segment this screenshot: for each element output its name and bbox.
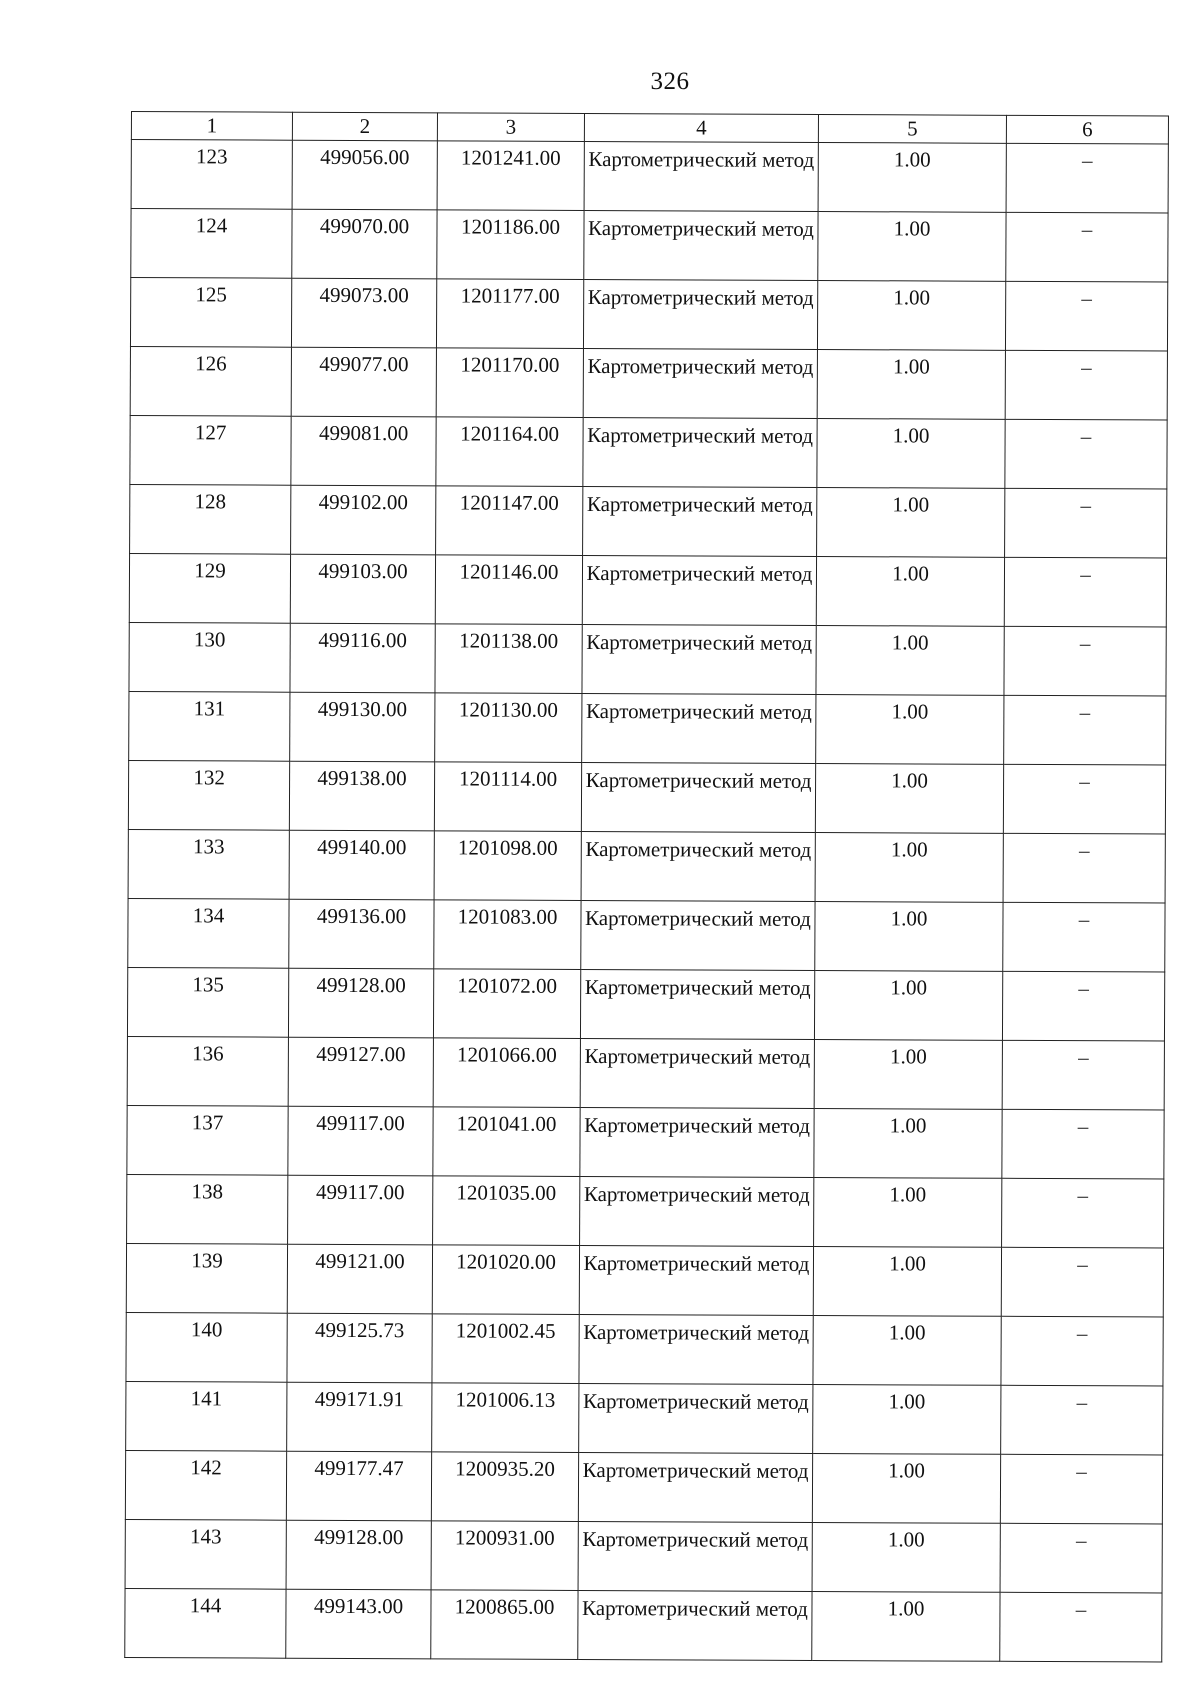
cell-y-coordinate: 1200935.20: [431, 1452, 578, 1522]
cell-point-number: 141: [126, 1381, 287, 1451]
cell-x-coordinate: 499138.00: [289, 761, 434, 831]
cell-note: –: [1005, 281, 1167, 351]
table-row: [128, 760, 1165, 834]
table-row: [130, 415, 1167, 489]
cell-point-number: 143: [125, 1519, 286, 1589]
table-row: [127, 1036, 1164, 1110]
cell-accuracy: 1.00: [817, 349, 1005, 419]
cell-note: –: [1005, 350, 1167, 420]
cell-method: Картометрический метод: [581, 900, 815, 970]
cell-point-number: 128: [130, 484, 291, 554]
cell-note: –: [1004, 695, 1166, 765]
cell-method: Картометрический метод: [584, 210, 818, 280]
cell-point-number: 132: [128, 760, 289, 830]
cell-note: –: [1000, 1454, 1162, 1524]
cell-y-coordinate: 1201083.00: [434, 900, 581, 970]
cell-accuracy: 1.00: [814, 1177, 1002, 1247]
cell-x-coordinate: 499177.47: [286, 1451, 431, 1521]
cell-method: Картометрический метод: [580, 1107, 814, 1177]
cell-y-coordinate: 1201186.00: [437, 210, 584, 280]
table-row: [128, 829, 1165, 903]
cell-note: –: [1004, 557, 1166, 627]
cell-y-coordinate: 1200931.00: [431, 1521, 578, 1591]
cell-x-coordinate: 499117.00: [288, 1106, 433, 1176]
cell-y-coordinate: 1201146.00: [435, 555, 582, 625]
cell-method: Картометрический метод: [580, 1038, 814, 1108]
cell-point-number: 135: [127, 967, 288, 1037]
cell-accuracy: 1.00: [814, 970, 1002, 1040]
cell-point-number: 129: [129, 553, 290, 623]
header-col-6: 6: [1006, 115, 1168, 144]
cell-method: Картометрический метод: [578, 1452, 812, 1522]
cell-note: –: [1002, 1040, 1164, 1110]
table-row: [125, 1588, 1162, 1662]
cell-x-coordinate: 499073.00: [291, 278, 436, 348]
page-number: 326: [650, 68, 690, 95]
table-row: [131, 209, 1168, 283]
cell-y-coordinate: 1201170.00: [436, 348, 583, 418]
cell-method: Картометрический метод: [578, 1590, 812, 1660]
header-col-1: 1: [131, 112, 292, 141]
cell-x-coordinate: 499130.00: [290, 692, 435, 762]
cell-method: Картометрический метод: [583, 417, 817, 487]
cell-method: Картометрический метод: [584, 141, 818, 211]
cell-accuracy: 1.00: [814, 1039, 1002, 1109]
cell-accuracy: 1.00: [816, 694, 1004, 764]
cell-y-coordinate: 1201002.45: [432, 1314, 579, 1384]
cell-y-coordinate: 1201164.00: [436, 417, 583, 487]
cell-y-coordinate: 1201041.00: [433, 1107, 580, 1177]
cell-accuracy: 1.00: [817, 280, 1005, 350]
cell-note: –: [1001, 1247, 1163, 1317]
cell-point-number: 134: [128, 898, 289, 968]
cell-method: Картометрический метод: [578, 1521, 812, 1591]
cell-method: Картометрический метод: [581, 831, 815, 901]
table-row: [130, 278, 1167, 352]
cell-note: –: [1000, 1523, 1162, 1593]
cell-x-coordinate: 499125.73: [287, 1313, 432, 1383]
cell-note: –: [1006, 143, 1168, 213]
cell-accuracy: 1.00: [817, 487, 1005, 557]
cell-point-number: 144: [125, 1588, 286, 1658]
table-row: [126, 1312, 1163, 1386]
table-row: [125, 1519, 1162, 1593]
cell-method: Картометрический метод: [582, 693, 816, 763]
header-col-4: 4: [584, 113, 818, 142]
cell-point-number: 137: [127, 1105, 288, 1175]
cell-note: –: [1006, 212, 1168, 282]
cell-point-number: 125: [130, 278, 291, 348]
cell-accuracy: 1.00: [812, 1591, 1000, 1661]
cell-accuracy: 1.00: [813, 1315, 1001, 1385]
cell-point-number: 124: [131, 209, 292, 279]
cell-method: Картометрический метод: [583, 348, 817, 418]
cell-method: Картометрический метод: [581, 762, 815, 832]
cell-y-coordinate: 1201241.00: [437, 141, 584, 211]
cell-method: Картометрический метод: [583, 279, 817, 349]
table-row: [131, 140, 1168, 214]
cell-x-coordinate: 499116.00: [290, 623, 435, 693]
cell-point-number: 133: [128, 829, 289, 899]
cell-method: Картометрический метод: [583, 486, 817, 556]
cell-x-coordinate: 499056.00: [292, 140, 437, 210]
cell-x-coordinate: 499121.00: [287, 1244, 432, 1314]
table-row: [129, 622, 1166, 696]
cell-x-coordinate: 499128.00: [286, 1520, 431, 1590]
cell-y-coordinate: 1201147.00: [436, 486, 583, 556]
table-row: [130, 484, 1167, 558]
cell-y-coordinate: 1201006.13: [432, 1383, 579, 1453]
cell-accuracy: 1.00: [813, 1246, 1001, 1316]
coordinates-table: [124, 111, 1169, 1663]
table-row: [130, 346, 1167, 420]
cell-method: Картометрический метод: [582, 624, 816, 694]
table-row: [129, 553, 1166, 627]
cell-note: –: [1002, 1178, 1164, 1248]
cell-y-coordinate: 1201098.00: [434, 831, 581, 901]
cell-accuracy: 1.00: [812, 1453, 1000, 1523]
table-row: [126, 1243, 1163, 1317]
header-col-5: 5: [818, 114, 1006, 143]
cell-x-coordinate: 499070.00: [292, 209, 437, 279]
cell-y-coordinate: 1201177.00: [436, 279, 583, 349]
cell-accuracy: 1.00: [818, 142, 1006, 212]
cell-point-number: 126: [130, 346, 291, 416]
cell-x-coordinate: 499128.00: [288, 968, 433, 1038]
cell-y-coordinate: 1201130.00: [435, 693, 582, 763]
cell-note: –: [1000, 1592, 1162, 1662]
cell-method: Картометрический метод: [582, 555, 816, 625]
cell-accuracy: 1.00: [813, 1384, 1001, 1454]
table-row: [125, 1450, 1162, 1524]
cell-point-number: 123: [131, 140, 292, 210]
cell-y-coordinate: 1201138.00: [435, 624, 582, 694]
cell-accuracy: 1.00: [815, 901, 1003, 971]
cell-x-coordinate: 499143.00: [286, 1589, 431, 1659]
cell-x-coordinate: 499077.00: [291, 347, 436, 417]
cell-note: –: [1003, 764, 1165, 834]
cell-note: –: [1001, 1316, 1163, 1386]
cell-note: –: [1002, 1109, 1164, 1179]
cell-accuracy: 1.00: [816, 556, 1004, 626]
cell-accuracy: 1.00: [815, 763, 1003, 833]
cell-accuracy: 1.00: [815, 832, 1003, 902]
cell-y-coordinate: 1201072.00: [433, 969, 580, 1039]
table-row: [128, 898, 1165, 972]
cell-x-coordinate: 499136.00: [289, 899, 434, 969]
table-row: [127, 967, 1164, 1041]
cell-x-coordinate: 499117.00: [288, 1175, 433, 1245]
table-row: [127, 1174, 1164, 1248]
cell-method: Картометрический метод: [579, 1245, 813, 1315]
header-col-3: 3: [437, 113, 584, 142]
cell-point-number: 140: [126, 1312, 287, 1382]
cell-note: –: [1002, 971, 1164, 1041]
cell-note: –: [1003, 833, 1165, 903]
cell-method: Картометрический метод: [580, 1176, 814, 1246]
cell-point-number: 127: [130, 415, 291, 485]
cell-y-coordinate: 1201114.00: [434, 762, 581, 832]
cell-point-number: 131: [129, 691, 290, 761]
cell-x-coordinate: 499102.00: [291, 485, 436, 555]
cell-point-number: 139: [126, 1243, 287, 1313]
cell-x-coordinate: 499171.91: [287, 1382, 432, 1452]
header-col-2: 2: [292, 112, 437, 141]
cell-x-coordinate: 499103.00: [290, 554, 435, 624]
cell-accuracy: 1.00: [812, 1522, 1000, 1592]
cell-point-number: 142: [125, 1450, 286, 1520]
cell-point-number: 130: [129, 622, 290, 692]
cell-point-number: 136: [127, 1036, 288, 1106]
cell-accuracy: 1.00: [818, 211, 1006, 281]
cell-accuracy: 1.00: [816, 625, 1004, 695]
table-row: [127, 1105, 1164, 1179]
cell-method: Картометрический метод: [580, 969, 814, 1039]
table-body: [125, 140, 1169, 1663]
cell-x-coordinate: 499140.00: [289, 830, 434, 900]
cell-x-coordinate: 499127.00: [288, 1037, 433, 1107]
cell-point-number: 138: [127, 1174, 288, 1244]
table-row: [126, 1381, 1163, 1455]
cell-note: –: [1004, 626, 1166, 696]
cell-accuracy: 1.00: [814, 1108, 1002, 1178]
cell-note: –: [1003, 902, 1165, 972]
cell-y-coordinate: 1201066.00: [433, 1038, 580, 1108]
cell-note: –: [1005, 419, 1167, 489]
cell-note: –: [1005, 488, 1167, 558]
table-row: [129, 691, 1166, 765]
cell-method: Картометрический метод: [579, 1383, 813, 1453]
cell-note: –: [1001, 1385, 1163, 1455]
header-row: [131, 112, 1168, 145]
cell-x-coordinate: 499081.00: [291, 416, 436, 486]
cell-y-coordinate: 1201035.00: [433, 1176, 580, 1246]
table-header: [131, 112, 1168, 145]
cell-method: Картометрический метод: [579, 1314, 813, 1384]
cell-accuracy: 1.00: [817, 418, 1005, 488]
cell-y-coordinate: 1200865.00: [431, 1590, 578, 1660]
cell-y-coordinate: 1201020.00: [432, 1245, 579, 1315]
